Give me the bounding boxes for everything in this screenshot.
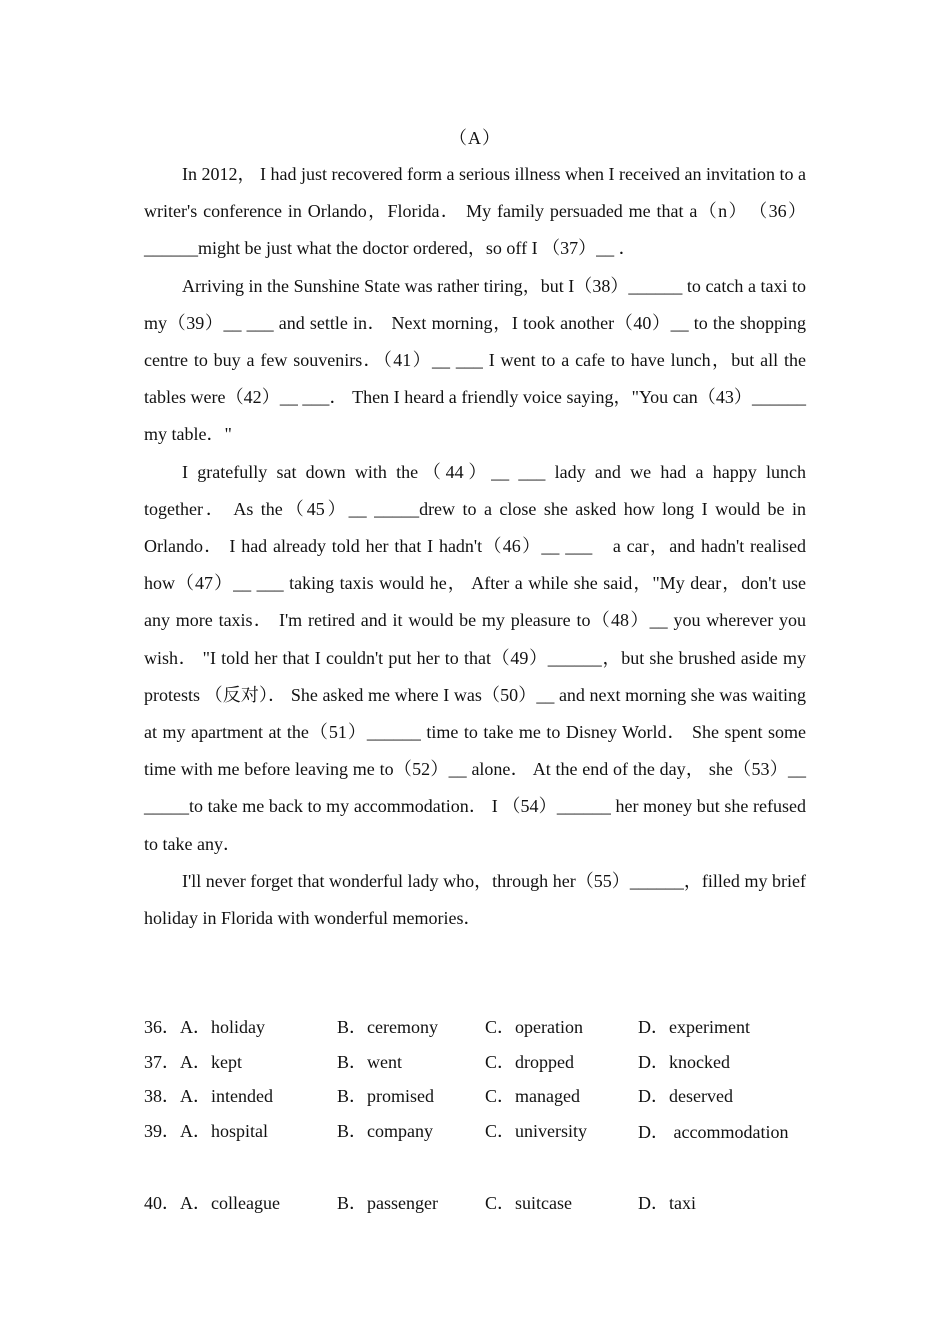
- option-d: D．deserved: [638, 1086, 733, 1107]
- option-b: B．passenger: [337, 1192, 438, 1213]
- passage-title: （A）: [449, 128, 501, 148]
- question-row-38: [144, 1079, 806, 1114]
- option-d: D．knocked: [638, 1051, 730, 1072]
- paragraph-3: I gratefully sat down with the（44）__ ___ lady and we had a happy lunch together． As the（45）__ _____drew to a close she asked how long I would be in Orlando． I had already told her that I hadn't（46）__ ___ a car，and hadn't realised how（47）__ ___ taking taxis would he， After a while she said，"My dear，don't use any more taxis． I'm retired and it would be my pleasure to（48）__ you wherever you wish． "I told her that I couldn't put her to that（49）______，but she brushed aside my protests （反对）． She asked me where I was（50）__ and next morning she was waiting at my apartment at the（51）______ time to take me to Disney World． She spent some time with me before leaving me to（52）__ alone． At the end of the day， she（53）__ _____to take me back to my accommodation． I （54）______ her money but she refused to take any．: [144, 461, 806, 854]
- option-a: 39．A．hospital: [144, 1120, 268, 1141]
- option-b: B．went: [337, 1051, 402, 1072]
- option-d: D． accommodation: [638, 1121, 789, 1142]
- option-c: C．suitcase: [485, 1192, 572, 1213]
- question-row-37: [144, 1045, 806, 1080]
- option-a: 36．A．holiday: [144, 1017, 265, 1037]
- option-b: B．promised: [337, 1086, 434, 1107]
- paragraph-1: In 2012， I had just recovered form a serious illness when I received an invitation to a writer's conference in Orlando，Florida． My family persuaded me that a（n） （36）______might be just what the doctor ordered，so off I （37）__ ．: [144, 164, 806, 259]
- paragraph-4: I'll never forget that wonderful lady who，through her（55）______，filled my brief holiday in Florida with wonderful memories．: [144, 870, 806, 929]
- cloze-passage: [144, 156, 824, 937]
- option-c: C．managed: [485, 1086, 580, 1107]
- answer-options: [144, 1010, 806, 1220]
- question-row-36: [144, 1010, 806, 1045]
- question-row-40: [144, 1186, 806, 1221]
- question-row-39: [144, 1114, 806, 1186]
- option-a: 40．A．colleague: [144, 1192, 280, 1213]
- option-a: 37．A．kept: [144, 1051, 242, 1072]
- option-b: B．ceremony: [337, 1017, 438, 1037]
- option-c: C．dropped: [485, 1051, 574, 1072]
- option-c: C．operation: [485, 1017, 583, 1037]
- option-b: B．company: [337, 1120, 433, 1141]
- option-d: D．taxi: [638, 1192, 696, 1213]
- option-d: D．experiment: [638, 1017, 750, 1037]
- option-c: C．university: [485, 1120, 587, 1141]
- option-a: 38．A．intended: [144, 1086, 273, 1107]
- paragraph-2: Arriving in the Sunshine State was rather tiring，but I（38）______ to catch a taxi to my（39）__ ___ and settle in． Next morning，I took another（40）__ to the shopping centre to buy a few souvenirs．（41）__ ___ I went to a cafe to have lunch，but all the tables were（42）__ ___． Then I heard a friendly voice saying，"You can（43）______ my table．": [144, 275, 824, 445]
